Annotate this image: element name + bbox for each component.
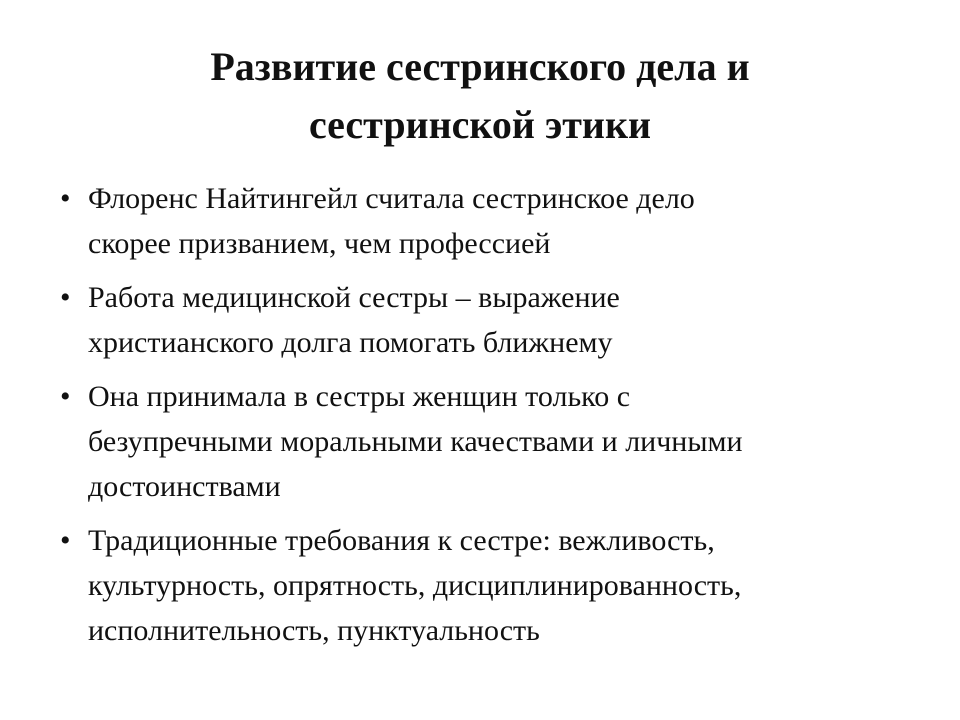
bullet-text [88,275,900,365]
bullet-item-4 [60,518,900,653]
bullet-icon: • [60,380,71,413]
bullet-text [88,374,900,509]
title-line-1: Развитие сестринского дела и [210,44,750,89]
bullet-list [60,176,900,662]
bullet-line: Флоренс Найтингейл считала сестринское дело [88,182,695,215]
slide-title [80,38,880,154]
bullet-icon: • [60,524,71,557]
bullet-line: достоинствами [88,470,281,503]
bullet-item-1 [60,176,900,266]
title-line-2: сестринской этики [308,102,652,147]
bullet-text [88,518,900,653]
bullet-line: Работа медицинской сестры – выражение [88,281,620,314]
bullet-icon: • [60,182,71,215]
bullet-line: Она принимала в сестры женщин только с [88,380,631,413]
bullet-line: исполнительность, пунктуальность [88,614,540,647]
bullet-item-3 [60,374,900,509]
bullet-line: Традиционные требования к сестре: вежливость, [88,524,715,557]
bullet-icon: • [60,281,71,314]
bullet-line: христианского долга помогать ближнему [88,326,613,359]
bullet-line: скорее призванием, чем профессией [88,227,551,260]
bullet-line: безупречными моральными качествами и личными [88,425,743,458]
bullet-line: культурность, опрятность, дисциплинированность, [88,569,742,602]
bullet-text [88,176,900,266]
bullet-item-2 [60,275,900,365]
